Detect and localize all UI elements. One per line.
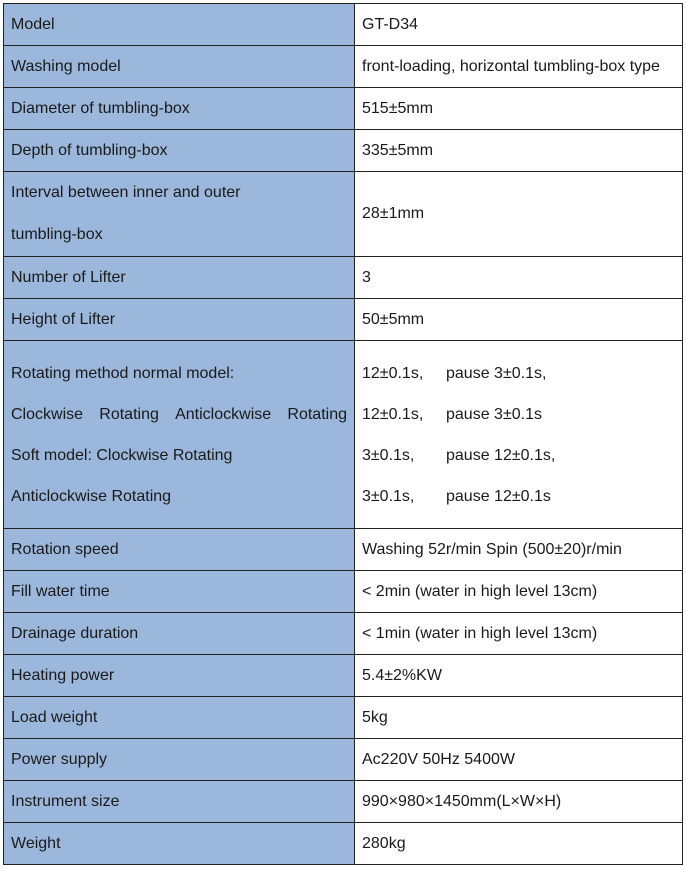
rotation-time: 12±0.1s, xyxy=(362,405,424,423)
table-row xyxy=(4,823,683,865)
row-label: Fill water time xyxy=(4,571,355,613)
rotation-time: 3±0.1s, xyxy=(362,446,415,464)
row-value xyxy=(355,341,683,529)
rotation-time: 3±0.1s, xyxy=(362,487,415,505)
rotation-pause: pause 3±0.1s xyxy=(446,405,542,423)
row-label: Instrument size xyxy=(4,781,355,823)
row-label: Model xyxy=(4,4,355,46)
row-value: 280kg xyxy=(355,823,683,865)
row-value: 335±5mm xyxy=(355,130,683,172)
row-label: Number of Lifter xyxy=(4,257,355,299)
row-label: Heating power xyxy=(4,655,355,697)
row-value: Ac220V 50Hz 5400W xyxy=(355,739,683,781)
rotation-line xyxy=(362,476,675,517)
row-label-line: Anticlockwise Rotating xyxy=(11,487,172,505)
table-row xyxy=(4,529,683,571)
table-row xyxy=(4,571,683,613)
rotation-pause: pause 12±0.1s, xyxy=(446,446,556,464)
table-row xyxy=(4,739,683,781)
row-value: < 1min (water in high level 13cm) xyxy=(355,613,683,655)
row-label-word: Rotating xyxy=(99,405,159,423)
row-value: front-loading, horizontal tumbling-box type xyxy=(355,46,683,88)
row-value: 5kg xyxy=(355,697,683,739)
row-value: GT-D34 xyxy=(355,4,683,46)
row-label: Height of Lifter xyxy=(4,299,355,341)
row-label-line: tumbling-box xyxy=(11,226,103,243)
rotation-time: 12±0.1s, xyxy=(362,364,424,382)
row-value: 515±5mm xyxy=(355,88,683,130)
rotation-line xyxy=(362,435,675,476)
spec-table xyxy=(3,3,683,865)
row-label-line-justified xyxy=(11,394,347,435)
row-label xyxy=(4,341,355,529)
row-value: < 2min (water in high level 13cm) xyxy=(355,571,683,613)
row-label-line: Soft model: Clockwise Rotating xyxy=(11,446,233,464)
row-label-word: Anticlockwise xyxy=(175,405,272,423)
row-label: Power supply xyxy=(4,739,355,781)
table-row xyxy=(4,88,683,130)
row-value: 28±1mm xyxy=(355,172,683,257)
table-row xyxy=(4,613,683,655)
row-label-line: Rotating method normal model: xyxy=(11,364,235,382)
table-row xyxy=(4,341,683,529)
row-label-word: Rotating xyxy=(287,405,347,423)
table-row xyxy=(4,257,683,299)
row-value: Washing 52r/min Spin (500±20)r/min xyxy=(355,529,683,571)
rotation-line xyxy=(362,394,675,435)
table-row xyxy=(4,655,683,697)
row-label: Load weight xyxy=(4,697,355,739)
table-row xyxy=(4,46,683,88)
row-label: Drainage duration xyxy=(4,613,355,655)
row-label-word: Clockwise xyxy=(11,405,84,423)
row-value: 3 xyxy=(355,257,683,299)
table-row xyxy=(4,4,683,46)
table-row xyxy=(4,697,683,739)
row-label: Rotation speed xyxy=(4,529,355,571)
row-label xyxy=(4,172,355,257)
row-label: Depth of tumbling-box xyxy=(4,130,355,172)
row-label: Washing model xyxy=(4,46,355,88)
row-label: Weight xyxy=(4,823,355,865)
rotation-pause: pause 3±0.1s, xyxy=(446,364,547,382)
row-label: Diameter of tumbling-box xyxy=(4,88,355,130)
row-value: 990×980×1450mm(L×W×H) xyxy=(355,781,683,823)
rotation-line xyxy=(362,353,675,394)
table-row xyxy=(4,781,683,823)
table-row xyxy=(4,299,683,341)
row-value: 50±5mm xyxy=(355,299,683,341)
table-row xyxy=(4,130,683,172)
table-row xyxy=(4,172,683,257)
row-label-line: Interval between inner and outer xyxy=(11,184,241,201)
row-value: 5.4±2%KW xyxy=(355,655,683,697)
rotation-pause: pause 12±0.1s xyxy=(446,487,551,505)
